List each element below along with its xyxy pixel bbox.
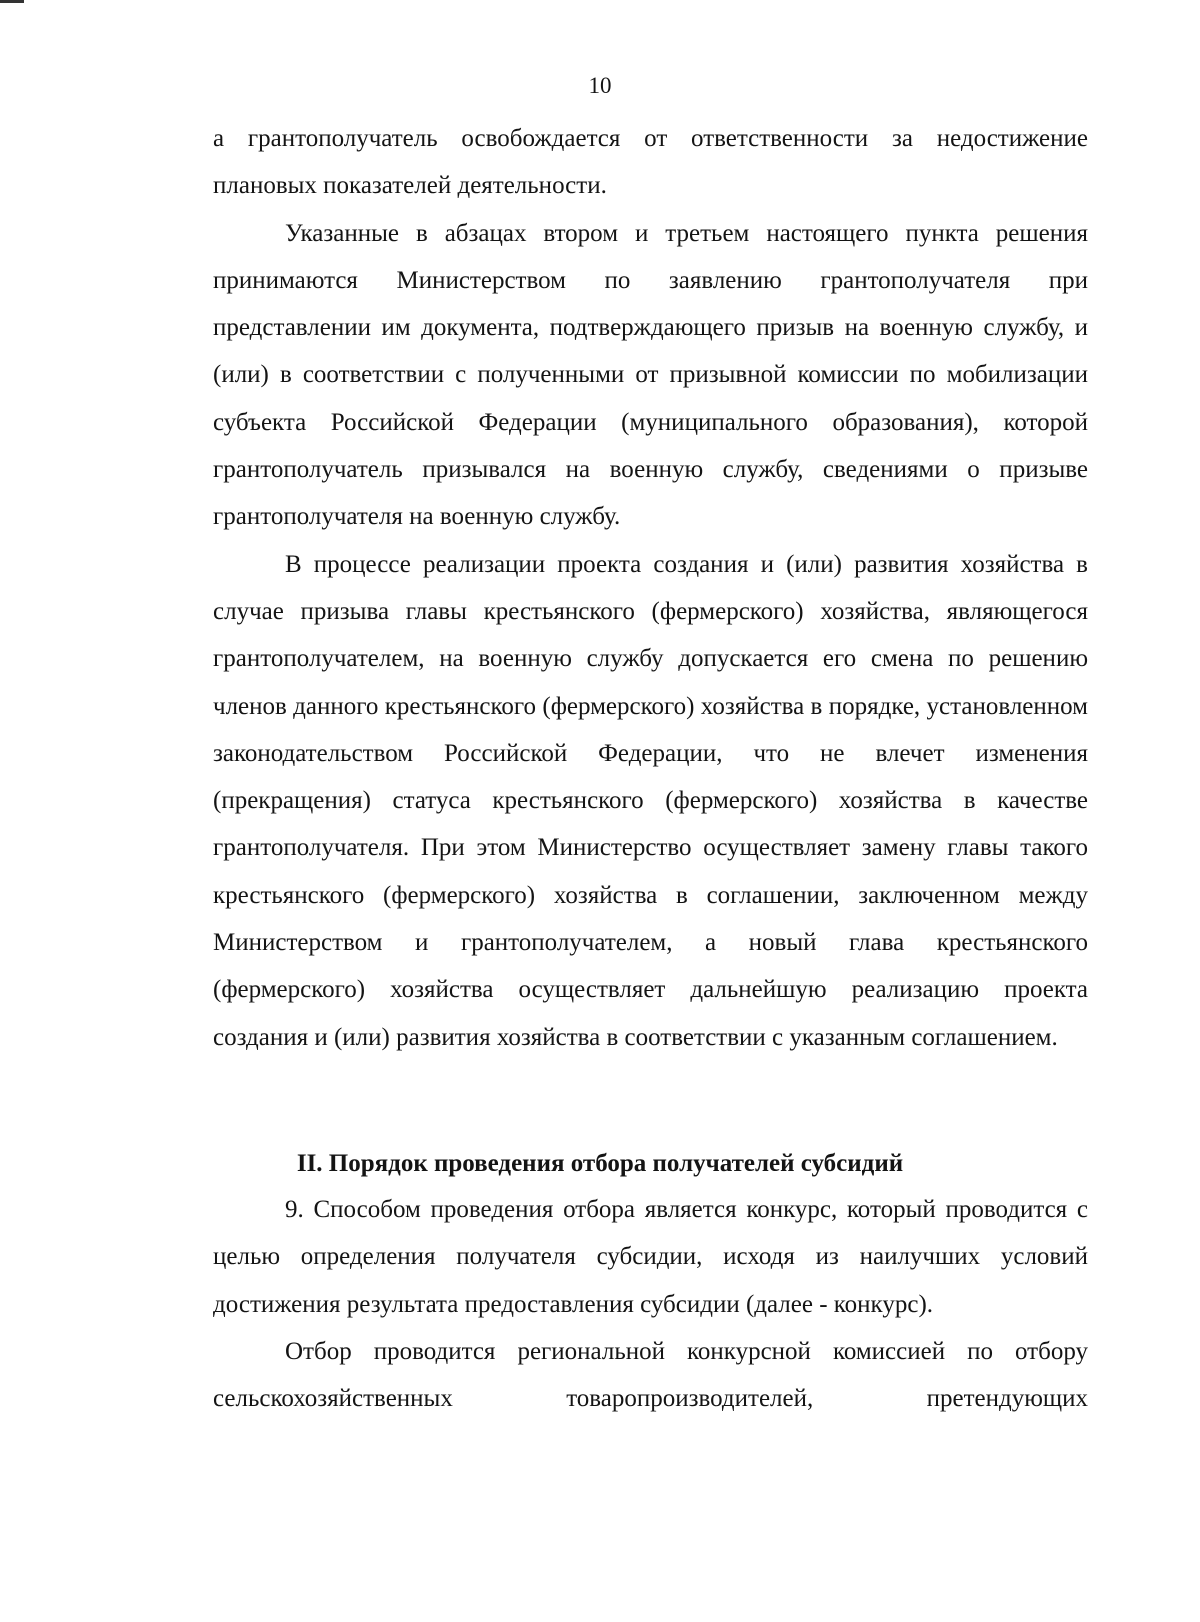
section-heading: II. Порядок проведения отбора получателей субсидий xyxy=(296,1150,904,1177)
paragraph-selection-commission: Отбор проводится региональной конкурсной комиссией по отбору сельскохозяйственных товаропроизводителей, претендующих xyxy=(213,1337,1088,1413)
body-text-bottom xyxy=(213,1186,1088,1422)
paragraph-continuation: а грантополучатель освобождается от ответственности за недостижение плановых показателей деятельности. xyxy=(213,125,1088,200)
paragraph-head-replacement: В процессе реализации проекта создания и (или) развития хозяйства в случае призыва главы крестьянского (фермерского) хозяйства, являющегося грантополучателем, на военную службу допускается его смена по решению членов данного крестьянского (фермерского) хозяйства в порядке, установленном законодательством Российской Федерации, что не влечет изменения (прекращения) статуса крестьянского (фермерского) хозяйства в качестве грантополучателя. При этом Министерство осуществляет замену главы такого крестьянского (фермерского) хозяйства в соглашении, заключенном между Министерством и грантополучателем, а новый глава крестьянского (фермерского) хозяйства осуществляет дальнейшую реализацию проекта создания и (или) развития хозяйства в соответствии с указанным соглашением. xyxy=(213,550,1088,1051)
body-text-top xyxy=(213,115,1088,1061)
paragraph-decisions: Указанные в абзацах втором и третьем настоящего пункта решения принимаются Министерством по заявлению грантополучателя при представлении им документа, подтверждающего призыв на военную службу, и (или) в соответствии с полученными от призывной комиссии по мобилизации субъекта Российской Федерации (муниципального образования), которой грантополучатель призывался на военную службу, сведениями о призыве грантополучателя на военную службу. xyxy=(213,219,1088,531)
scan-edge-mark xyxy=(0,0,24,3)
paragraph-item-9: 9. Способом проведения отбора является конкурс, который проводится с целью определения получателя субсидии, исходя из наилучших условий достижения результата предоставления субсидии (далее - конкурс). xyxy=(213,1196,1088,1318)
page-number: 10 xyxy=(588,73,612,98)
